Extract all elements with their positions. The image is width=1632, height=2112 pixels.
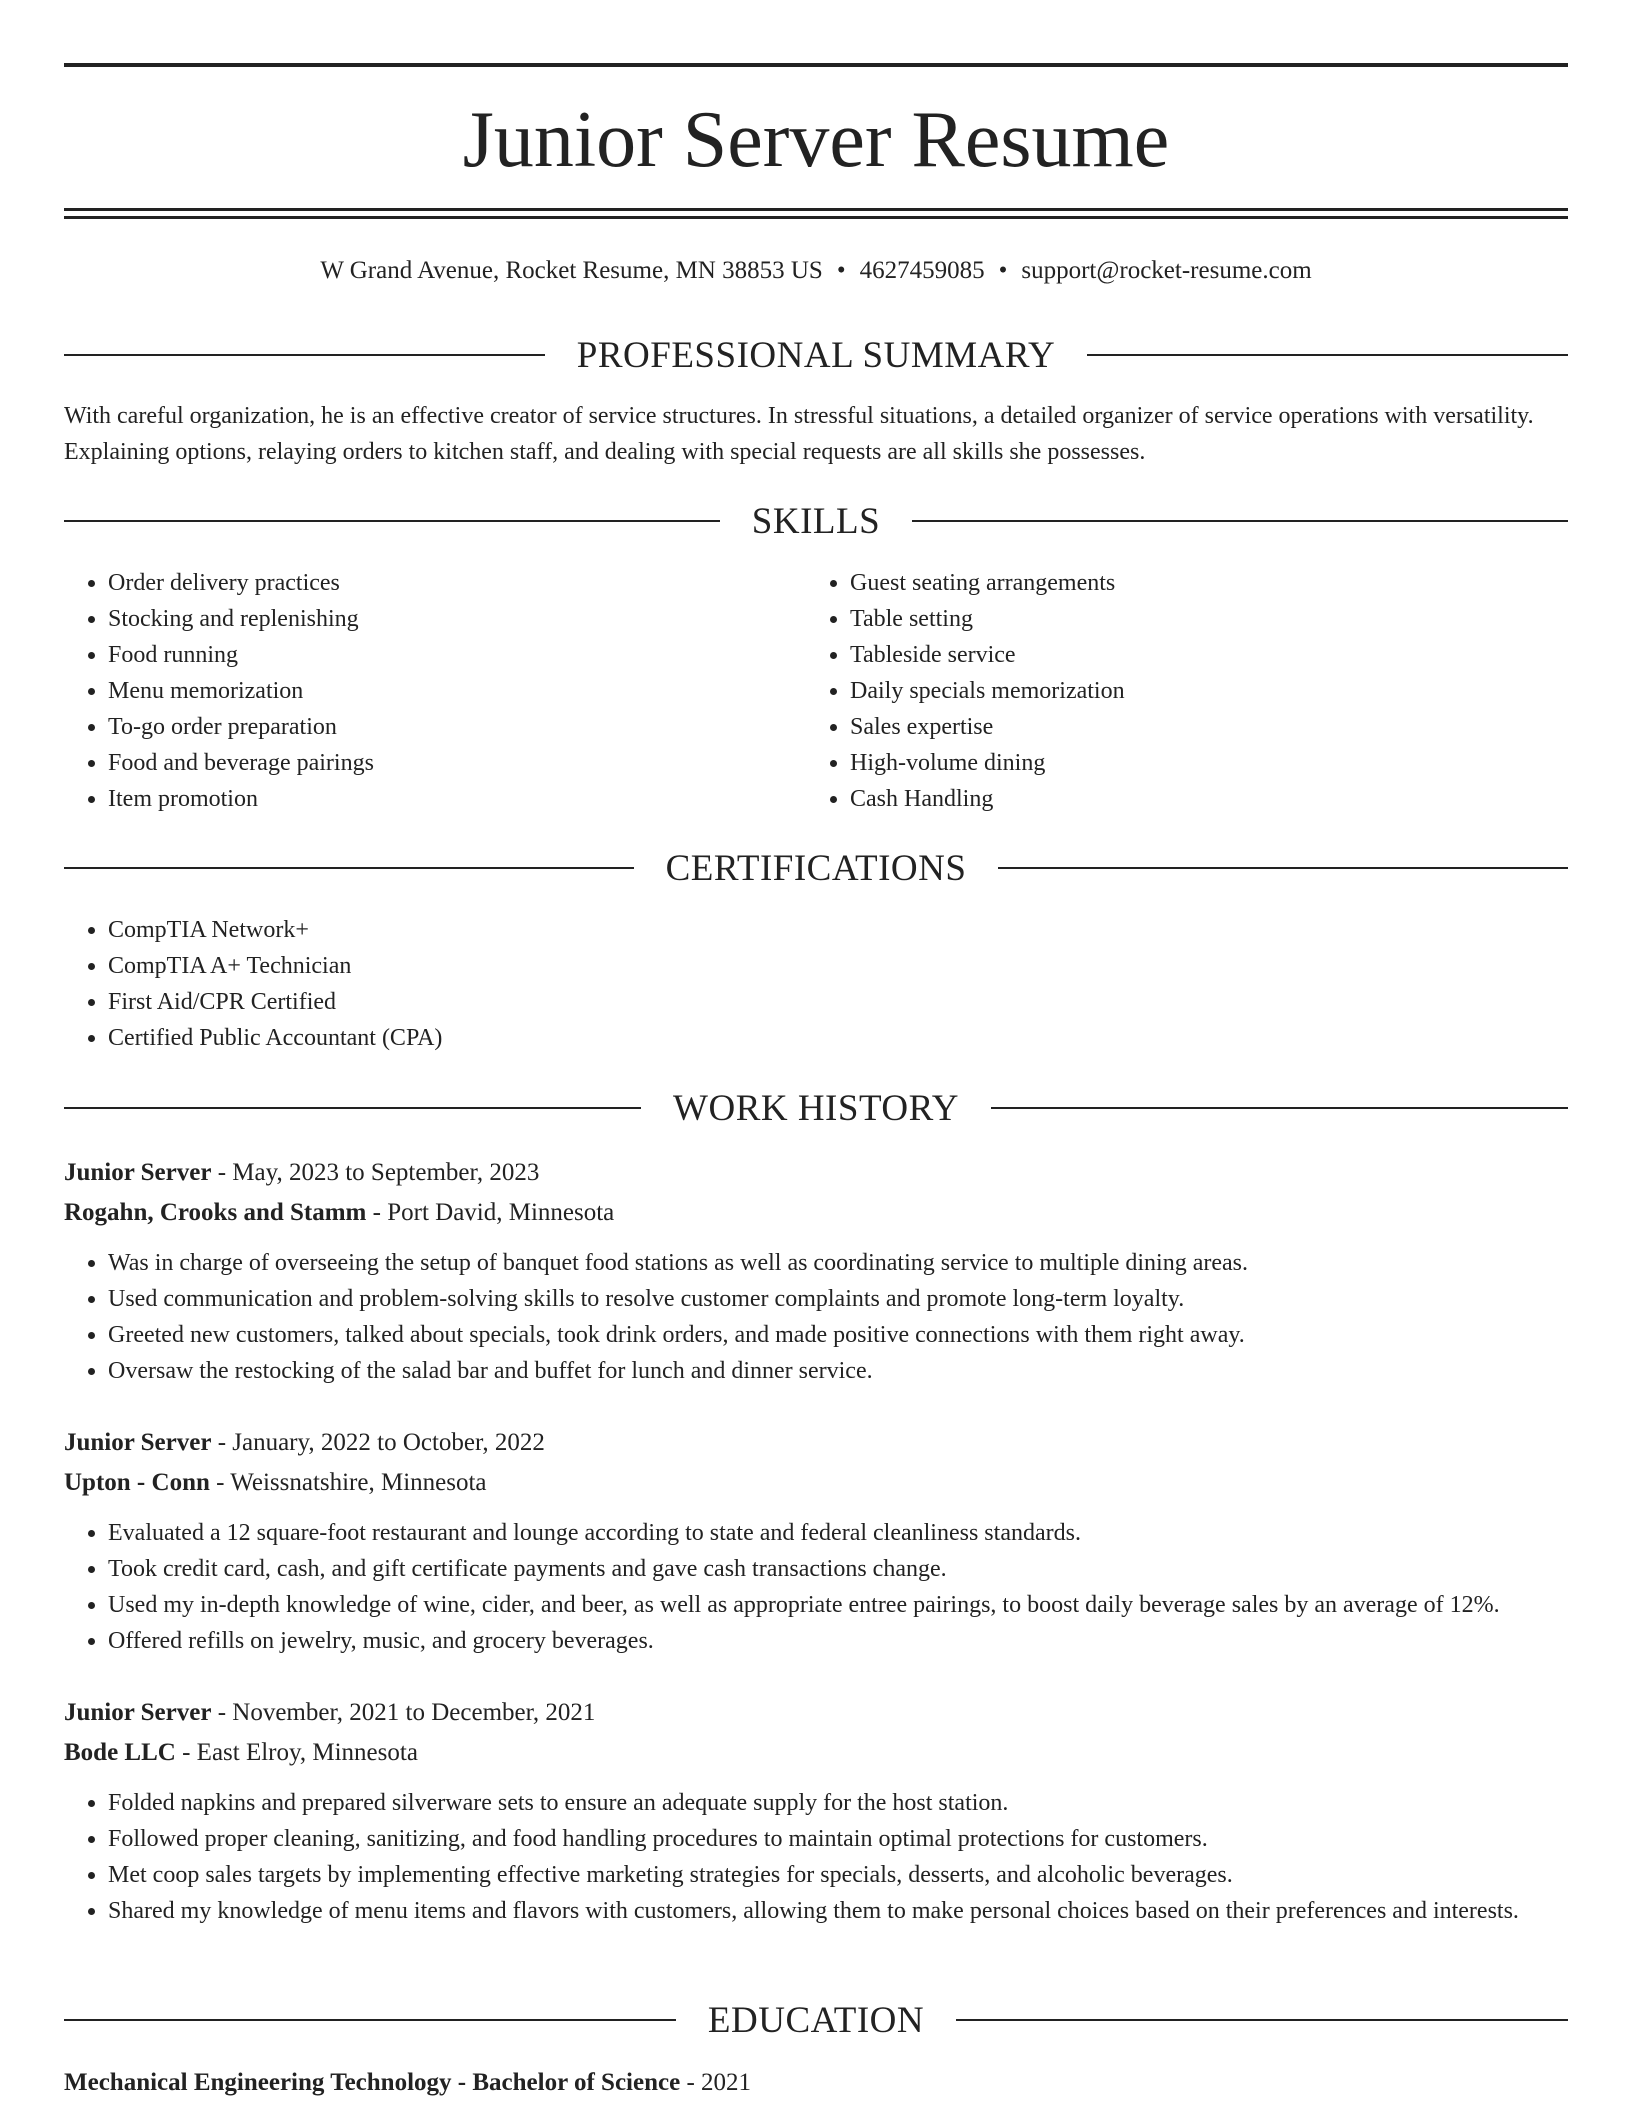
job-dates: - May, 2023 to September, 2023 <box>211 1159 540 1186</box>
heading-rule <box>64 2019 676 2021</box>
job-title: Junior Server <box>64 1159 212 1186</box>
heading-rule <box>64 354 545 356</box>
section-title: PROFESSIONAL SUMMARY <box>576 334 1056 376</box>
contact-separator: • <box>998 257 1008 284</box>
title-rule <box>64 208 1568 211</box>
job-title-line <box>64 1693 1568 1733</box>
job-company: Bode LLC <box>64 1739 176 1766</box>
job-location: - Weissnatshire, Minnesota <box>209 1469 487 1496</box>
job-bullet: • Shared my knowledge of menu items and flavors with customers, allowing them to make personal choices based on their preferences and interests. <box>108 1893 1568 1929</box>
skill-item: • Stocking and replenishing <box>108 601 764 637</box>
job-bullet: • Evaluated a 12 square-foot restaurant and lounge according to state and federal cleanliness standards. <box>108 1515 1568 1551</box>
section-title: WORK HISTORY <box>673 1087 959 1129</box>
skill-item: • Cash Handling <box>850 781 1506 817</box>
job-bullet: • Followed proper cleaning, sanitizing, and food handling procedures to maintain optimal protections for customers. <box>108 1821 1568 1857</box>
skill-item: • Food running <box>108 637 764 673</box>
section-heading-education <box>64 1998 1568 2042</box>
job-bullet: • Used my in-depth knowledge of wine, cider, and beer, as well as appropriate entree pairings, to boost daily beverage sales by an average of 12%. <box>108 1587 1568 1623</box>
job-location: - East Elroy, Minnesota <box>175 1739 418 1766</box>
contact-address: W Grand Avenue, Rocket Resume, MN 38853 US <box>320 257 823 284</box>
heading-rule <box>64 1107 641 1109</box>
skill-item: • Sales expertise <box>850 709 1506 745</box>
education-degree: Mechanical Engineering Technology - Bachelor of Science <box>64 2069 681 2096</box>
skill-item: • Order delivery practices <box>108 565 764 601</box>
skill-item: • Daily specials memorization <box>850 673 1506 709</box>
job-company: Rogahn, Crooks and Stamm <box>64 1199 367 1226</box>
skills-right-column <box>806 565 1506 817</box>
certification-item: • Certified Public Accountant (CPA) <box>108 1020 1464 1056</box>
job-title: Junior Server <box>64 1699 212 1726</box>
top-rule <box>64 63 1568 67</box>
education-year: - 2021 <box>680 2069 752 2096</box>
job-title-line <box>64 1153 1568 1193</box>
job-bullet: • Oversaw the restocking of the salad bar and buffet for lunch and dinner service. <box>108 1353 1568 1389</box>
job-title-line <box>64 1423 1568 1463</box>
section-heading-work-history <box>64 1086 1568 1130</box>
job-bullet: • Folded napkins and prepared silverware sets to ensure an adequate supply for the host station. <box>108 1785 1568 1821</box>
job-bullet: • Took credit card, cash, and gift certificate payments and gave cash transactions change. <box>108 1551 1568 1587</box>
section-title: CERTIFICATIONS <box>665 847 967 889</box>
job-entry <box>64 1423 1568 1659</box>
section-title: SKILLS <box>751 500 881 542</box>
certification-item: • First Aid/CPR Certified <box>108 984 1464 1020</box>
job-location: - Port David, Minnesota <box>366 1199 615 1226</box>
skill-item: • To-go order preparation <box>108 709 764 745</box>
job-company-line <box>64 1733 1568 1773</box>
contact-line <box>64 254 1568 288</box>
skill-item: • Item promotion <box>108 781 764 817</box>
heading-rule <box>998 867 1568 869</box>
education-entry <box>64 2063 1568 2103</box>
certification-item: • CompTIA Network+ <box>108 912 1464 948</box>
section-heading-skills <box>64 499 1568 543</box>
heading-rule <box>1087 354 1568 356</box>
job-company-line <box>64 1193 1568 1233</box>
job-title: Junior Server <box>64 1429 212 1456</box>
section-heading-certifications <box>64 846 1568 890</box>
job-bullet: • Was in charge of overseeing the setup of banquet food stations as well as coordinating service to multiple dining areas. <box>108 1245 1568 1281</box>
contact-phone: 4627459085 <box>859 257 985 284</box>
skill-item: • Menu memorization <box>108 673 764 709</box>
skill-item: • Guest seating arrangements <box>850 565 1506 601</box>
job-dates: - November, 2021 to December, 2021 <box>211 1699 596 1726</box>
heading-rule <box>64 867 634 869</box>
job-bullet: • Met coop sales targets by implementing effective marketing strategies for specials, desserts, and alcoholic beverages. <box>108 1857 1568 1893</box>
heading-rule <box>912 520 1568 522</box>
job-dates: - January, 2022 to October, 2022 <box>211 1429 545 1456</box>
skill-item: • Table setting <box>850 601 1506 637</box>
job-bullet: • Offered refills on jewelry, music, and grocery beverages. <box>108 1623 1568 1659</box>
section-title: EDUCATION <box>707 1999 925 2041</box>
job-bullet: • Greeted new customers, talked about specials, took drink orders, and made positive connections with them right away. <box>108 1317 1568 1353</box>
heading-rule <box>64 520 720 522</box>
section-heading-summary <box>64 333 1568 377</box>
skill-item: • Food and beverage pairings <box>108 745 764 781</box>
job-entry <box>64 1153 1568 1389</box>
job-company-line <box>64 1463 1568 1503</box>
certifications-list <box>64 912 1464 1056</box>
contact-email: support@rocket-resume.com <box>1021 257 1312 284</box>
job-bullet: • Used communication and problem-solving skills to resolve customer complaints and promote long-term loyalty. <box>108 1281 1568 1317</box>
heading-rule <box>991 1107 1568 1109</box>
title-rule <box>64 216 1568 219</box>
summary-text: With careful organization, he is an effective creator of service structures. In stressful situations, a detailed organizer of service operations with versatility. Explaining options, relaying orders to kitchen staff, and dealing with special requests are all skills she possesses. <box>64 403 1534 465</box>
certification-item: • CompTIA A+ Technician <box>108 948 1464 984</box>
contact-separator: • <box>836 257 846 284</box>
skill-item: • Tableside service <box>850 637 1506 673</box>
job-company: Upton - Conn <box>64 1469 210 1496</box>
job-entry <box>64 1693 1568 1929</box>
skill-item: • High-volume dining <box>850 745 1506 781</box>
skills-left-column <box>64 565 764 817</box>
heading-rule <box>956 2019 1568 2021</box>
resume-title: Junior Server Resume <box>462 96 1170 184</box>
